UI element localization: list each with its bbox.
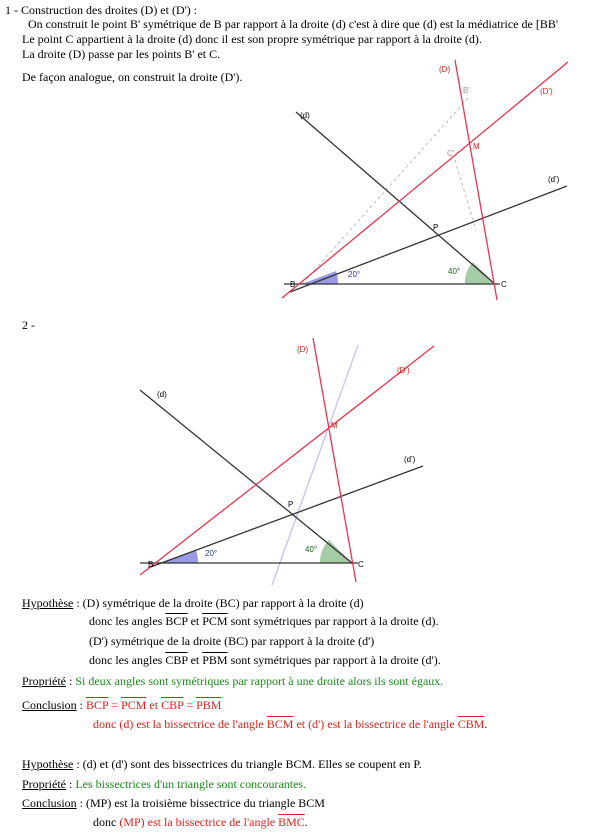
block1-angles1: donc les angles $\overline{BCP}$ et $\overline{PCM}$ sont symétriques par rapport à la droite (d). [89, 614, 439, 628]
fig2-line-Dp [140, 346, 434, 575]
fig2-line-dp [148, 466, 423, 568]
part1-line3: La droite (D) passe par les points B' et C. [22, 47, 221, 61]
fig2-line-D [313, 338, 356, 582]
angle-PBM: $\overline{PBM}$ [202, 653, 228, 667]
block1-hyp-label: Hypothèse [22, 596, 74, 610]
fig2-label-angleB: 20° [205, 549, 218, 558]
fig2-line-d [140, 390, 352, 563]
block2-conclusion-line2: donc (MP) est la bissectrice de l'angle $\overline{BMC}$. [93, 815, 308, 829]
fig1-label-Bp: B' [463, 86, 470, 95]
fig1-label-B: B [290, 280, 296, 289]
part1-line4: De façon analogue, on construit la droite (D'). [22, 70, 243, 84]
fig1-label-d: (d) [300, 111, 310, 120]
fig1-label-Dp: (D') [540, 87, 553, 96]
fig2-label-C: C [358, 560, 364, 569]
block2-hypothesis: Hypothèse : (d) et (d') sont des bissectrices du triangle BCM. Elles se coupent en P. [22, 757, 422, 771]
block1-hypothesis-line2: (D') symétrique de la droite (BC) par rapport à la droite (d') [89, 634, 375, 648]
angle-CBP: $\overline{CBP}$ [165, 653, 188, 667]
angle-BCP: $\overline{BCP}$ [165, 614, 188, 628]
block1-conclusion: Conclusion : $\overline{BCP} = \overline{PCM}$ et $\overline{CBP} = \overline{PBM}$ [22, 698, 222, 712]
fig1-label-Cp: C' [447, 149, 455, 158]
block1-property-text: Si deux angles sont symétriques par rapport à une droite alors ils sont égaux. [75, 674, 444, 688]
fig2-label-M: M [331, 421, 338, 430]
fig1-label-D: (D) [439, 65, 451, 74]
fig2-label-Dp: (D') [397, 366, 410, 375]
fig2-label-D: (D) [297, 345, 309, 354]
block1-conclusion-line2: donc (d) est la bissectrice de l'angle $\overline{BCM}$ et (d') est la bissectrice de l'angle $\overline{CBM}$. [93, 717, 488, 731]
part2-heading: 2 - [22, 318, 35, 332]
block2-conclusion: Conclusion : (MP) est la troisième bissectrice du triangle BCM [22, 796, 325, 810]
block2-property: Propriété : Les bissectrices d'un triangle sont concourantes. [22, 777, 307, 791]
angle-PCM: $\overline{PCM}$ [202, 614, 228, 628]
fig1-label-angleB: 20° [348, 270, 361, 279]
fig2-label-d: (d) [157, 390, 167, 399]
block1-hypothesis-line1: Hypothèse : (D) symétrique de la droite (BC) par rapport à la droite (d) [22, 596, 364, 610]
block1-angles2: donc les angles $\overline{CBP}$ et $\overline{PBM}$ sont symétriques par rapport à la droite (d'). [89, 653, 441, 667]
fig1-label-C: C [501, 280, 507, 289]
fig1-label-angleC: 40° [448, 267, 461, 276]
fig1-label-P: P [433, 223, 439, 232]
block1-property: Propriété : Si deux angles sont symétriques par rapport à une droite alors ils sont égaux. [22, 674, 444, 688]
fig2-label-dp: (d') [404, 455, 416, 464]
fig1-label-dp: (d') [548, 175, 560, 184]
fig1-label-M: M [473, 142, 480, 151]
fig2-label-B: B [148, 560, 154, 569]
fig2-label-P: P [288, 500, 294, 509]
part1-heading: 1 - Construction des droites (D) et (D') : [5, 3, 198, 17]
fig2-label-angleC: 40° [305, 545, 318, 554]
part1-line1: On construit le point B' symétrique de B par rapport à la droite (d) c'est à dire que (d) est la médiatrice de [BB' [28, 17, 558, 31]
part1-line2: Le point C appartient à la droite (d) donc il est son propre symétrique par rapport à la droite (d). [22, 32, 482, 46]
